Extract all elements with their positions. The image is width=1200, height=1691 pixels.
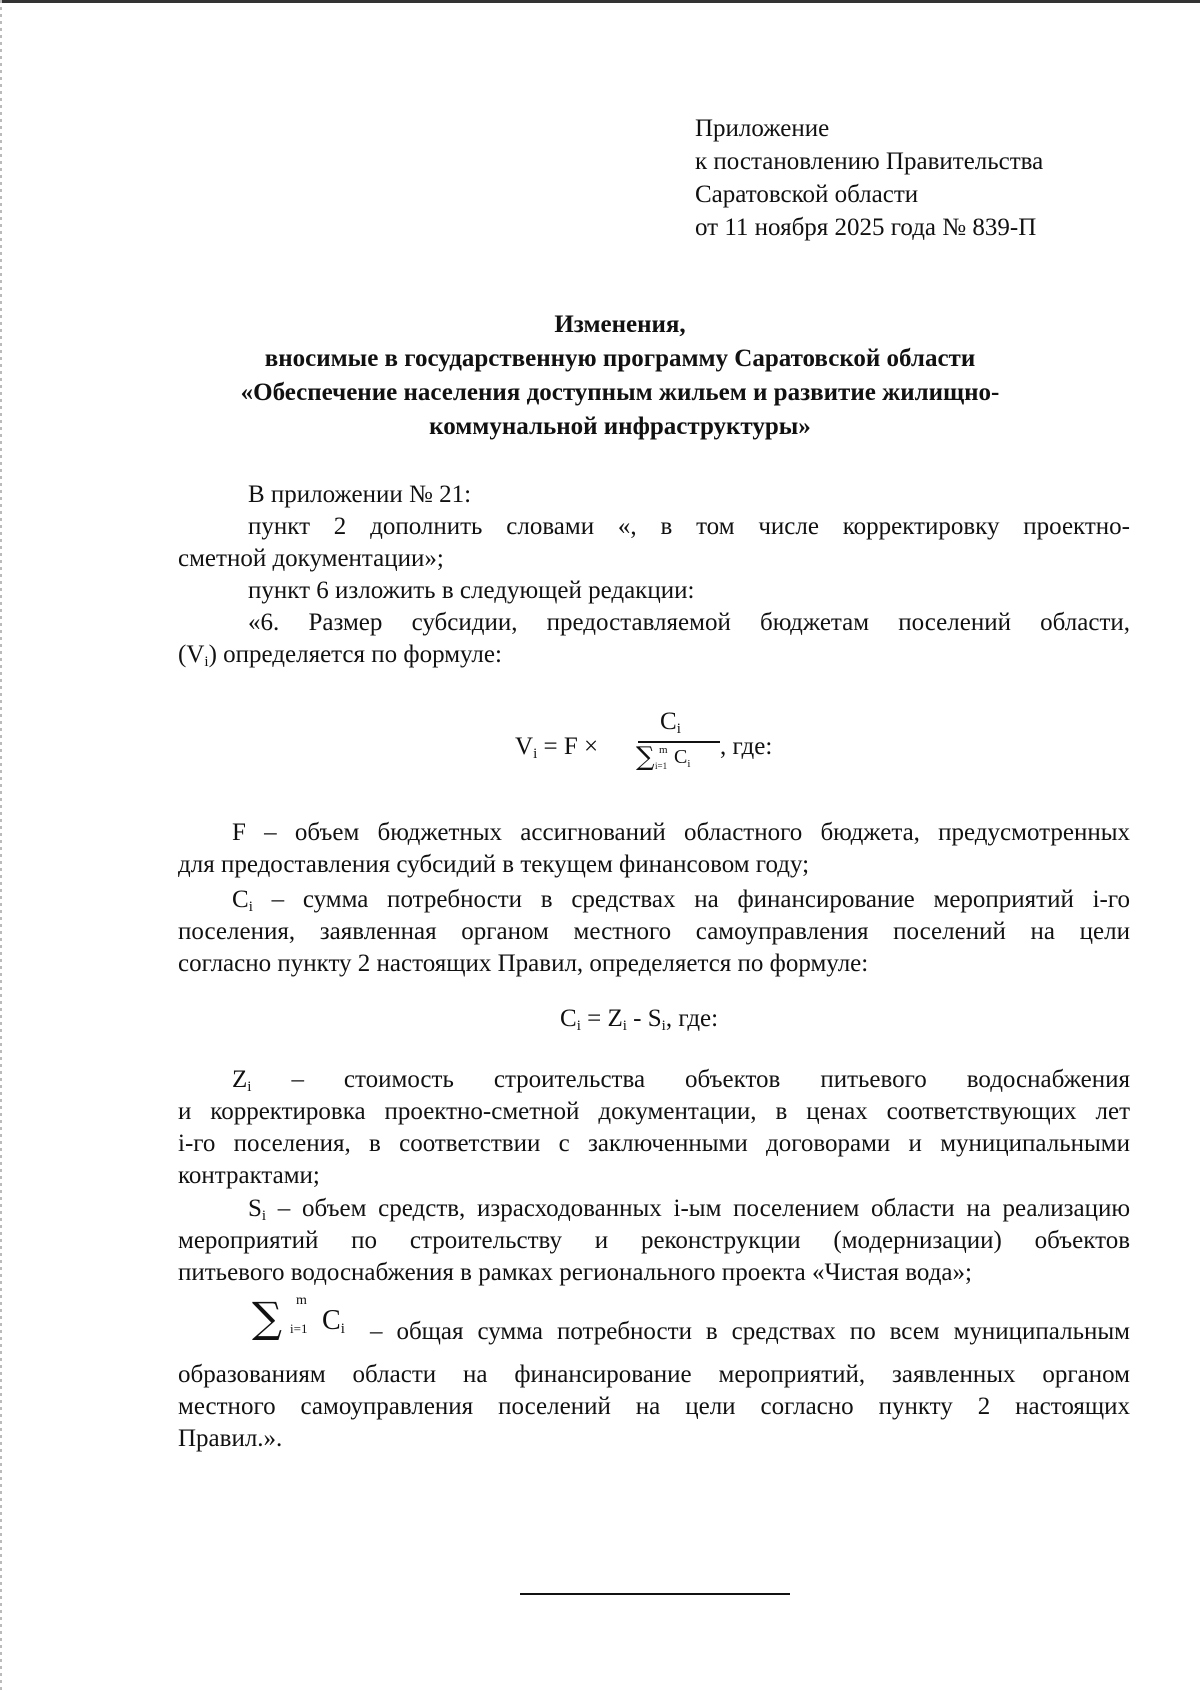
def-s-line2: мероприятий по строительству и реконструкции (модернизации) объектов xyxy=(178,1227,1130,1254)
def-s-line1: $S_i$ – объем средств, израсходованных i-ым поселением области на реализацию xyxy=(248,1195,1130,1224)
paragraph-item2-line1: пункт 2 дополнить словами «, в том числе корректировку проектно- xyxy=(248,513,1130,540)
def-f-line1: F – объем бюджетных ассигнований областного бюджета, предусмотренных xyxy=(232,819,1130,846)
approval-header xyxy=(695,112,1043,244)
paragraph-item6-text-line1: «6. Размер субсидии, предоставляемой бюджетам поселений области, xyxy=(248,609,1130,636)
header-line-2: к постановлению Правительства xyxy=(695,148,1044,175)
paragraph-item2-line2: сметной документации»; xyxy=(178,545,444,572)
def-s-line3: питьевого водоснабжения в рамках регионального проекта «Чистая вода»; xyxy=(178,1259,972,1286)
def-z-line2: и корректировка проектно-сметной документации, в ценах соответствующих лет xyxy=(178,1098,1130,1125)
def-z-line3: i-го поселения, в соответствии с заключенными договорами и муниципальными xyxy=(178,1130,1130,1157)
header-line-3: Саратовской области xyxy=(695,181,919,208)
header-line-1: Приложение xyxy=(695,115,830,142)
def-sum-line1: – общая сумма потребности в средствах по всем муниципальным xyxy=(370,1318,1130,1345)
sum-expression: ∑ m i=1 $C_i$ xyxy=(252,1293,345,1342)
title-line-2: вносимые в государственную программу Саратовской области xyxy=(264,345,976,372)
formula-vi-lhs: $V_i = F$ × xyxy=(515,733,599,762)
def-sum-line3: местного самоуправления поселений на цели согласно пункту 2 настоящих xyxy=(178,1393,1130,1420)
scan-edge-left xyxy=(0,0,2,1691)
def-z-line1: $Z_i$ – стоимость строительства объектов питьевого водоснабжения xyxy=(232,1066,1130,1095)
def-sum-line2: образованиям области на финансирование мероприятий, заявленных органом xyxy=(178,1361,1130,1388)
def-c-line1: $C_i$ – сумма потребности в средствах на финансирование мероприятий i-го xyxy=(232,886,1130,915)
def-z-line4: контрактами; xyxy=(178,1162,320,1189)
def-c-line2: поселения, заявленная органом местного самоуправления поселений на цели xyxy=(178,918,1130,945)
paragraph-appendix: В приложении № 21: xyxy=(248,481,472,508)
header-line-4: от 11 ноября 2025 года № 839-П xyxy=(695,214,1037,241)
document-title xyxy=(150,308,1090,444)
paragraph-item6-text-line2: $(V_i)$ определяется по формуле: xyxy=(178,641,502,670)
formula-ci: $C_i = Z_i - S_i$, где: xyxy=(560,1005,719,1034)
def-f-line2: для предоставления субсидий в текущем финансовом году; xyxy=(178,851,810,878)
title-line-3: «Обеспечение населения доступным жильем и развитие жилищно- xyxy=(240,379,1000,406)
denominator-var: $C_i$ xyxy=(674,746,691,770)
def-sum-line4: Правил.». xyxy=(178,1425,283,1452)
formula-vi-fraction xyxy=(632,708,720,778)
scan-edge xyxy=(0,0,1200,3)
fraction-numerator: $C_i$ xyxy=(660,708,681,737)
formula-vi-tail: , где: xyxy=(720,733,773,760)
end-rule xyxy=(520,1593,790,1595)
paragraph-item6: пункт 6 изложить в следующей редакции: xyxy=(248,577,695,604)
sum-var: $C_i$ xyxy=(322,1305,345,1337)
fraction-denominator: ∑ m i=1 $C_i$ xyxy=(636,742,691,772)
title-line-1: Изменения, xyxy=(554,311,686,338)
title-line-4: коммунальной инфраструктуры» xyxy=(429,413,811,440)
def-c-line3: согласно пункту 2 настоящих Правил, определяется по формуле: xyxy=(178,950,869,977)
